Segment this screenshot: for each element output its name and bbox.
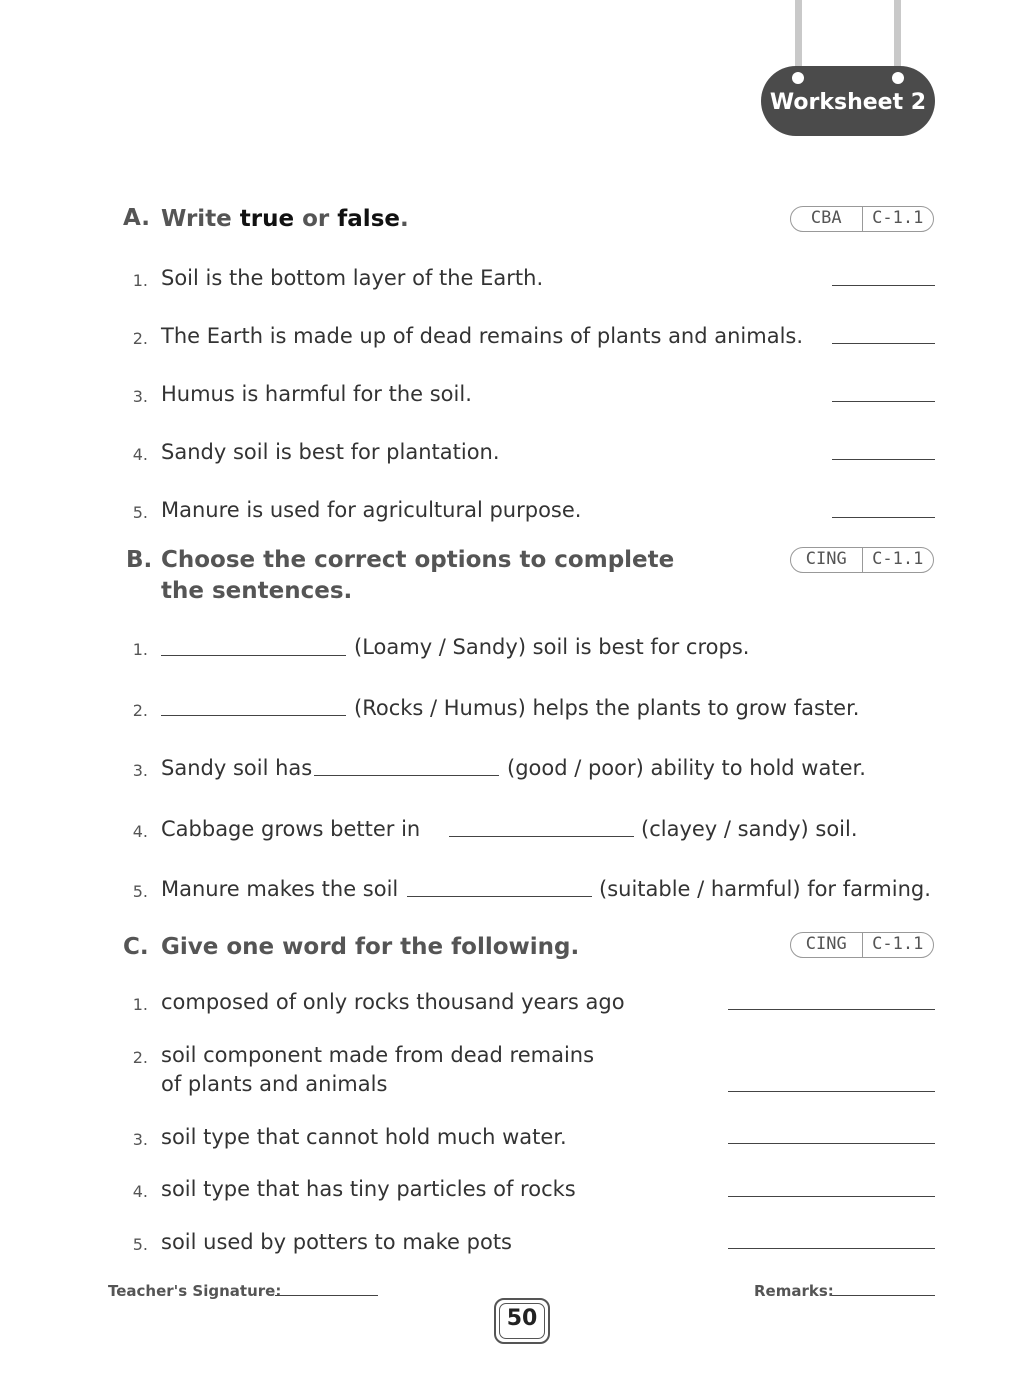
remarks-label: Remarks: (754, 1282, 834, 1300)
a-item-4-answer-blank[interactable] (832, 459, 935, 460)
a-item-3-answer-blank[interactable] (832, 401, 935, 402)
a-item-3-number: 3. (132, 387, 148, 406)
b-item-4-after: (clayey / sandy) soil. (641, 817, 858, 841)
a-item-1-text: Soil is the bottom layer of the Earth. (161, 266, 544, 290)
c-item-5-number: 5. (132, 1235, 148, 1254)
section-b-letter: B. (126, 547, 153, 573)
c-item-4-number: 4. (132, 1182, 148, 1201)
c-item-5-text: soil used by potters to make pots (161, 1230, 513, 1254)
c-item-4-text: soil type that has tiny particles of rocks (161, 1177, 576, 1201)
c-item-3-answer-blank[interactable] (728, 1143, 935, 1144)
section-b-title-line2: the sentences. (161, 578, 353, 604)
section-b-title (161, 545, 674, 607)
teacher-signature-blank[interactable] (275, 1295, 378, 1296)
tag-hole-right (892, 72, 904, 84)
b-item-2-number: 2. (132, 701, 148, 720)
c-item-1-number: 1. (132, 995, 148, 1014)
a-item-4-number: 4. (132, 445, 148, 464)
c-item-2-number: 2. (132, 1048, 148, 1067)
a-item-5-answer-blank[interactable] (832, 517, 935, 518)
b-item-3-before: Sandy soil has (161, 756, 313, 780)
section-a-title: Write true or false. (161, 206, 409, 232)
b-item-5-after: (suitable / harmful) for farming. (599, 877, 931, 901)
b-item-1-after: (Loamy / Sandy) soil is best for crops. (354, 635, 750, 659)
a-item-1-answer-blank[interactable] (832, 285, 935, 286)
a-item-2-text: The Earth is made up of dead remains of plants and animals. (161, 324, 804, 348)
b-item-4-before: Cabbage grows better in (161, 817, 421, 841)
b-item-3-answer-blank[interactable] (314, 775, 499, 776)
b-item-3-after: (good / poor) ability to hold water. (507, 756, 866, 780)
a-item-2-number: 2. (132, 329, 148, 348)
b-item-4-number: 4. (132, 822, 148, 841)
worksheet-tag (761, 66, 935, 136)
c-item-2-text-line1: soil component made from dead remains (161, 1043, 595, 1067)
c-item-1-answer-blank[interactable] (728, 1009, 935, 1010)
remarks-blank[interactable] (832, 1295, 935, 1296)
a-item-5-text: Manure is used for agricultural purpose. (161, 498, 582, 522)
a-item-2-answer-blank[interactable] (832, 343, 935, 344)
b-item-2-after: (Rocks / Humus) helps the plants to grow faster. (354, 696, 860, 720)
a-item-4-text: Sandy soil is best for plantation. (161, 440, 500, 464)
b-item-5-number: 5. (132, 882, 148, 901)
section-b-badge: CING C-1.1 (790, 547, 934, 573)
b-item-4-answer-blank[interactable] (449, 836, 634, 837)
section-c-badge: CING C-1.1 (790, 932, 934, 958)
c-item-2-text-line2: of plants and animals (161, 1072, 388, 1096)
section-a-badge: CBA C-1.1 (790, 206, 934, 232)
section-a-letter: A. (123, 205, 150, 231)
c-item-5-answer-blank[interactable] (728, 1248, 935, 1249)
tag-hanger-left (795, 0, 802, 74)
c-item-3-text: soil type that cannot hold much water. (161, 1125, 567, 1149)
b-item-1-number: 1. (132, 640, 148, 659)
section-c-letter: C. (123, 934, 149, 960)
page-number-box (494, 1298, 550, 1344)
worksheet-label: Worksheet 2 (769, 90, 927, 115)
b-item-1-answer-blank[interactable] (161, 655, 346, 656)
c-item-2-answer-blank[interactable] (728, 1091, 935, 1092)
c-item-1-text: composed of only rocks thousand years ago (161, 990, 625, 1014)
teacher-signature-label: Teacher's Signature: (108, 1282, 282, 1300)
a-item-1-number: 1. (132, 271, 148, 290)
tag-hanger-right (894, 0, 901, 74)
a-item-5-number: 5. (132, 503, 148, 522)
tag-hole-left (792, 72, 804, 84)
a-item-3-text: Humus is harmful for the soil. (161, 382, 472, 406)
section-c-title: Give one word for the following. (161, 934, 580, 960)
c-item-4-answer-blank[interactable] (728, 1196, 935, 1197)
c-item-3-number: 3. (132, 1130, 148, 1149)
b-item-3-number: 3. (132, 761, 148, 780)
b-item-5-before: Manure makes the soil (161, 877, 399, 901)
section-b-title-line1: Choose the correct options to complete (161, 547, 675, 573)
page-number: 50 (506, 1306, 538, 1331)
b-item-2-answer-blank[interactable] (161, 715, 346, 716)
b-item-5-answer-blank[interactable] (407, 896, 592, 897)
